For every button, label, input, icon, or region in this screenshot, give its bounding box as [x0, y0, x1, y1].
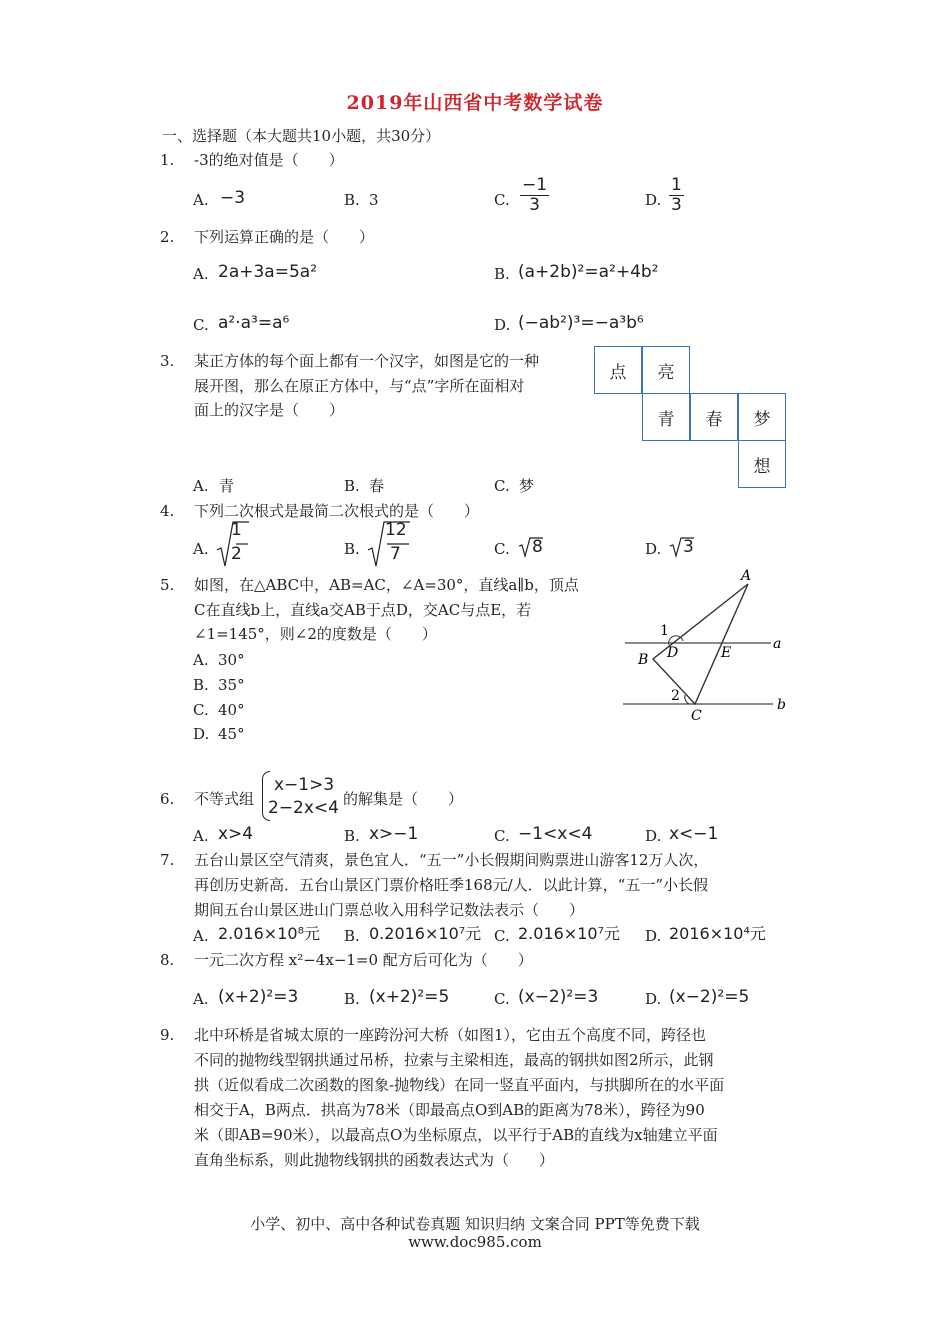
- net-cell-meng: 梦: [738, 393, 786, 441]
- q2-option-c: a²·a³=a⁶: [218, 313, 290, 333]
- q3-line2: 展开图，那么在原正方体中，与“点”字所在面相对: [194, 377, 525, 395]
- q1-stem: -3的绝对值是（ ）: [194, 151, 344, 169]
- footer-text: 小学、初中、高中各种试卷真题 知识归纳 文案合同 PPT等免费下载: [250, 1215, 700, 1233]
- q3-option-a: 青: [219, 477, 235, 495]
- q8-option-a: (x+2)²=3: [218, 987, 299, 1007]
- numerator: 1: [671, 175, 682, 195]
- q7-option-b-label: B.: [344, 927, 360, 945]
- q6-option-d-label: D.: [645, 827, 662, 845]
- label-2: 2: [671, 688, 680, 704]
- q7-number: 7.: [160, 851, 175, 869]
- q5-line2: C在直线b上，直线a交AB于点D，交AC与点E，若: [194, 601, 532, 619]
- q2-option-b: (a+2b)²=a²+4b²: [518, 262, 659, 282]
- q9-line5: 米（即AB=90米），以最高点O为坐标原点，以平行于AB的直线为x轴建立平面: [194, 1126, 718, 1144]
- q3-line3: 面上的汉字是（ ）: [194, 401, 345, 419]
- q3-option-b: 春: [369, 477, 385, 495]
- label-a: a: [773, 636, 782, 652]
- q8-option-b-label: B.: [344, 990, 360, 1008]
- q4-option-a-num: 1: [231, 520, 242, 540]
- q1-option-c-fraction: [520, 176, 549, 215]
- q6-option-a: x>4: [218, 824, 254, 844]
- q6-option-b-label: B.: [344, 827, 360, 845]
- q9-number: 9.: [160, 1026, 175, 1044]
- q1-option-a-label: A.: [193, 191, 209, 209]
- q7-line3: 期间五台山景区进山门票总收入用科学记数法表示（ ）: [194, 901, 585, 919]
- q6-option-c-label: C.: [494, 827, 510, 845]
- denominator: 3: [671, 195, 682, 215]
- q6-number: 6.: [160, 790, 175, 808]
- net-cell-chun: 春: [690, 393, 738, 441]
- q5-option-c: 40°: [218, 701, 245, 719]
- q5-option-a: 30°: [218, 651, 245, 669]
- q2-option-d: (−ab²)³=−a³b⁶: [518, 313, 644, 333]
- q6-inequality-2: 2−2x<4: [268, 798, 339, 818]
- q7-line2: 再创历史新高．五台山景区门票价格旺季168元/人．以此计算，“五一”小长假: [194, 876, 709, 894]
- q8-option-c-label: C.: [494, 990, 510, 1008]
- page-title: 2019年山西省中考数学试卷: [346, 92, 604, 114]
- q6-suffix: 的解集是（ ）: [343, 790, 464, 808]
- q4-option-a-den: 2: [231, 544, 242, 564]
- q8-option-a-label: A.: [193, 990, 209, 1008]
- q2-number: 2.: [160, 228, 175, 246]
- q7-option-a-label: A.: [193, 927, 209, 945]
- net-cell-dian: 点: [594, 346, 642, 394]
- q6-inequality-1: x−1>3: [274, 775, 335, 795]
- q9-line6: 直角坐标系，则此抛物线钢拱的函数表达式为（ ）: [194, 1151, 555, 1169]
- label-A: A: [741, 568, 752, 584]
- numerator: −1: [522, 175, 548, 195]
- net-cell-qing: 青: [642, 393, 690, 441]
- q1-option-a: −3: [220, 188, 246, 208]
- q4-option-d-label: D.: [645, 540, 662, 558]
- q9-line3: 拱（近似看成二次函数的图象-抛物线）在同一竖直平面内，与拱脚所在的水平面: [194, 1076, 725, 1094]
- net-cell-xiang: 想: [738, 440, 786, 488]
- q5-option-d-label: D.: [193, 725, 210, 743]
- q4-option-b-num: 12: [385, 520, 407, 540]
- q6-option-b: x>−1: [369, 824, 419, 844]
- q3-option-a-label: A.: [193, 477, 209, 495]
- q5-option-c-label: C.: [193, 701, 209, 719]
- q5-option-b-label: B.: [193, 676, 209, 694]
- q4-option-c: 8: [532, 537, 543, 557]
- q3-line1: 某正方体的每个面上都有一个汉字，如图是它的一种: [194, 352, 540, 370]
- q1-option-b-label: B.: [344, 191, 360, 209]
- q8-option-b: (x+2)²=5: [369, 987, 450, 1007]
- q9-line1: 北中环桥是省城太原的一座跨汾河大桥（如图1），它由五个高度不同，跨径也: [194, 1026, 707, 1044]
- denominator: 3: [529, 195, 540, 215]
- q8-stem: 一元二次方程 x²−4x−1=0 配方后可化为（ ）: [194, 951, 533, 969]
- q3-number: 3.: [160, 352, 175, 370]
- q2-option-c-label: C.: [193, 316, 209, 334]
- triangle-abc: [653, 584, 748, 704]
- q2-stem: 下列运算正确的是（ ）: [194, 228, 375, 246]
- q9-line2: 不同的抛物线型钢拱通过吊桥，拉索与主梁相连，最高的钢拱如图2所示，此钢: [194, 1051, 714, 1069]
- q2-option-b-label: B.: [494, 265, 510, 283]
- q6-prefix: 不等式组: [194, 790, 255, 808]
- q6-option-c: −1<x<4: [518, 824, 593, 844]
- q7-option-d: 2016×10⁴元: [669, 924, 766, 943]
- label-B: B: [638, 652, 649, 668]
- label-1: 1: [660, 623, 669, 639]
- q5-option-a-label: A.: [193, 651, 209, 669]
- label-E: E: [721, 645, 732, 661]
- q1-number: 1.: [160, 151, 175, 169]
- q7-option-a: 2.016×10⁸元: [218, 924, 320, 943]
- q3-option-c: 梦: [519, 477, 535, 495]
- q1-option-d-fraction: [669, 176, 684, 215]
- q6-option-a-label: A.: [193, 827, 209, 845]
- q2-option-a: 2a+3a=5a²: [218, 262, 318, 282]
- q5-line3: ∠1=145°，则∠2的度数是（ ）: [194, 625, 437, 643]
- q4-stem: 下列二次根式是最简二次根式的是（ ）: [194, 502, 480, 520]
- section-heading: 一、选择题（本大题共10小题，共30分）: [162, 127, 441, 145]
- q5-number: 5.: [160, 576, 175, 594]
- q7-option-b: 0.2016×10⁷元: [369, 924, 482, 943]
- q4-option-b-den: 7: [390, 544, 401, 564]
- triangle-figure: [615, 565, 795, 725]
- q5-line1: 如图，在△ABC中，AB=AC，∠A=30°，直线a∥b，顶点: [194, 576, 579, 594]
- net-cell-liang: 亮: [642, 346, 690, 394]
- q9-line4: 相交于A，B两点．拱高为78米（即最高点O到AB的距离为78米），跨径为90: [194, 1101, 705, 1119]
- q2-option-a-label: A.: [193, 265, 209, 283]
- q1-option-d-label: D.: [645, 191, 662, 209]
- q4-option-b-label: B.: [344, 540, 360, 558]
- q4-option-d: 3: [683, 537, 694, 557]
- q5-option-b: 35°: [218, 676, 245, 694]
- q4-option-a-label: A.: [193, 540, 209, 558]
- q8-option-d: (x−2)²=5: [669, 987, 750, 1007]
- q3-option-b-label: B.: [344, 477, 360, 495]
- q8-option-c: (x−2)²=3: [518, 987, 599, 1007]
- label-D: D: [667, 645, 679, 661]
- q7-option-c-label: C.: [494, 927, 510, 945]
- q2-option-d-label: D.: [494, 316, 511, 334]
- q6-option-d: x<−1: [669, 824, 719, 844]
- footer-url[interactable]: www.doc985.com: [408, 1233, 542, 1251]
- q5-option-d: 45°: [218, 725, 245, 743]
- q8-option-d-label: D.: [645, 990, 662, 1008]
- q1-option-b: 3: [369, 191, 379, 209]
- q8-number: 8.: [160, 951, 175, 969]
- q3-option-c-label: C.: [494, 477, 510, 495]
- q1-option-c-label: C.: [494, 191, 510, 209]
- q7-option-c: 2.016×10⁷元: [518, 924, 620, 943]
- q4-number: 4.: [160, 502, 175, 520]
- label-C: C: [691, 708, 702, 724]
- label-b: b: [777, 697, 786, 713]
- q7-option-d-label: D.: [645, 927, 662, 945]
- q4-option-c-label: C.: [494, 540, 510, 558]
- q7-line1: 五台山景区空气清爽，景色宜人．“五一”小长假期间购票进山游客12万人次，: [194, 851, 709, 869]
